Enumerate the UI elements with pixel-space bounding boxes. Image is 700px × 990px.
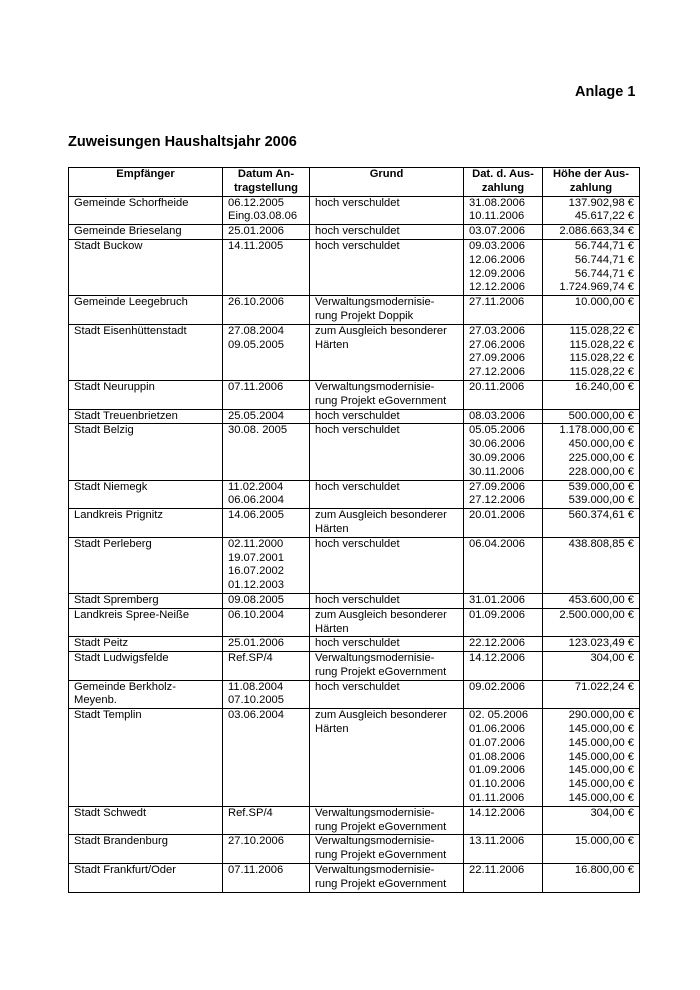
reason-cell: hoch verschuldet: [310, 637, 464, 652]
amount-cell: 438.808,85 €: [543, 537, 640, 593]
payout-date-cell: 20.11.2006: [464, 380, 543, 409]
payout-date-cell: 08.03.2006: [464, 409, 543, 424]
allocations-table: [68, 167, 640, 893]
table-row: [69, 409, 640, 424]
recipient-cell: Stadt Schwedt: [69, 806, 223, 835]
application-date-cell: 07.11.2006: [223, 864, 310, 893]
recipient-cell: Stadt Spremberg: [69, 593, 223, 608]
amount-cell: 560.374,61 €: [543, 509, 640, 538]
column-header-datum-auszahlung: Dat. d. Aus- zahlung: [464, 168, 543, 197]
payout-date-cell: 14.12.2006: [464, 652, 543, 681]
table-row: [69, 424, 640, 480]
amount-cell: 304,00 €: [543, 652, 640, 681]
amount-cell: 290.000,00 € 145.000,00 € 145.000,00 € 145.000,00 € 145.000,00 € 145.000,00 € 145.000,00 €: [543, 709, 640, 807]
annex-label: Anlage 1: [575, 84, 636, 100]
payout-date-cell: 09.02.2006: [464, 680, 543, 709]
table-row: [69, 864, 640, 893]
payout-date-cell: 03.07.2006: [464, 225, 543, 240]
reason-cell: hoch verschuldet: [310, 196, 464, 225]
recipient-cell: Gemeinde Schorfheide: [69, 196, 223, 225]
reason-cell: zum Ausgleich besonderer Härten: [310, 709, 464, 807]
application-date-cell: 06.10.2004: [223, 608, 310, 637]
recipient-cell: Landkreis Prignitz: [69, 509, 223, 538]
table-row: [69, 537, 640, 593]
table-row: [69, 380, 640, 409]
table-row: [69, 709, 640, 807]
reason-cell: hoch verschuldet: [310, 537, 464, 593]
amount-cell: 2.086.663,34 €: [543, 225, 640, 240]
recipient-cell: Stadt Belzig: [69, 424, 223, 480]
application-date-cell: 02.11.2000 19.07.2001 16.07.2002 01.12.2003: [223, 537, 310, 593]
application-date-cell: 11.02.2004 06.06.2004: [223, 480, 310, 509]
reason-cell: Verwaltungsmodernisie- rung Projekt eGovernment: [310, 380, 464, 409]
application-date-cell: 27.08.2004 09.05.2005: [223, 324, 310, 380]
payout-date-cell: 31.08.2006 10.11.2006: [464, 196, 543, 225]
payout-date-cell: 27.09.2006 27.12.2006: [464, 480, 543, 509]
table-row: [69, 239, 640, 295]
amount-cell: 539.000,00 € 539.000,00 €: [543, 480, 640, 509]
reason-cell: zum Ausgleich besonderer Härten: [310, 608, 464, 637]
amount-cell: 2.500.000,00 €: [543, 608, 640, 637]
recipient-cell: Gemeinde Leegebruch: [69, 296, 223, 325]
recipient-cell: Gemeinde Berkholz- Meyenb.: [69, 680, 223, 709]
payout-date-cell: 13.11.2006: [464, 835, 543, 864]
column-header-grund: Grund: [310, 168, 464, 197]
reason-cell: hoch verschuldet: [310, 409, 464, 424]
amount-cell: 304,00 €: [543, 806, 640, 835]
recipient-cell: Stadt Treuenbrietzen: [69, 409, 223, 424]
recipient-cell: Stadt Frankfurt/Oder: [69, 864, 223, 893]
application-date-cell: Ref.SP/4: [223, 806, 310, 835]
reason-cell: hoch verschuldet: [310, 225, 464, 240]
table-row: [69, 680, 640, 709]
amount-cell: 1.178.000,00 € 450.000,00 € 225.000,00 € 228.000,00 €: [543, 424, 640, 480]
reason-cell: Verwaltungsmodernisie- rung Projekt eGovernment: [310, 806, 464, 835]
table-body: [69, 196, 640, 892]
reason-cell: hoch verschuldet: [310, 680, 464, 709]
payout-date-cell: 22.11.2006: [464, 864, 543, 893]
application-date-cell: 14.06.2005: [223, 509, 310, 538]
amount-cell: 500.000,00 €: [543, 409, 640, 424]
table-row: [69, 608, 640, 637]
payout-date-cell: 06.04.2006: [464, 537, 543, 593]
table-row: [69, 835, 640, 864]
recipient-cell: Stadt Perleberg: [69, 537, 223, 593]
recipient-cell: Stadt Niemegk: [69, 480, 223, 509]
reason-cell: Verwaltungsmodernisie- rung Projekt eGovernment: [310, 835, 464, 864]
reason-cell: zum Ausgleich besonderer Härten: [310, 509, 464, 538]
table-header-row: [69, 168, 640, 197]
amount-cell: 115.028,22 € 115.028,22 € 115.028,22 € 115.028,22 €: [543, 324, 640, 380]
recipient-cell: Landkreis Spree-Neiße: [69, 608, 223, 637]
payout-date-cell: 05.05.2006 30.06.2006 30.09.2006 30.11.2006: [464, 424, 543, 480]
table-row: [69, 324, 640, 380]
application-date-cell: 30.08. 2005: [223, 424, 310, 480]
recipient-cell: Stadt Brandenburg: [69, 835, 223, 864]
page-title: Zuweisungen Haushaltsjahr 2006: [68, 134, 297, 150]
recipient-cell: Gemeinde Brieselang: [69, 225, 223, 240]
application-date-cell: Ref.SP/4: [223, 652, 310, 681]
recipient-cell: Stadt Eisenhüttenstadt: [69, 324, 223, 380]
application-date-cell: 25.01.2006: [223, 637, 310, 652]
table-row: [69, 480, 640, 509]
payout-date-cell: 31.01.2006: [464, 593, 543, 608]
recipient-cell: Stadt Templin: [69, 709, 223, 807]
application-date-cell: 07.11.2006: [223, 380, 310, 409]
amount-cell: 16.800,00 €: [543, 864, 640, 893]
reason-cell: Verwaltungsmodernisie- rung Projekt eGovernment: [310, 864, 464, 893]
table-row: [69, 225, 640, 240]
recipient-cell: Stadt Buckow: [69, 239, 223, 295]
amount-cell: 453.600,00 €: [543, 593, 640, 608]
reason-cell: zum Ausgleich besonderer Härten: [310, 324, 464, 380]
payout-date-cell: 22.12.2006: [464, 637, 543, 652]
table-row: [69, 637, 640, 652]
column-header-datum-antragstellung: Datum An- tragstellung: [223, 168, 310, 197]
payout-date-cell: 09.03.2006 12.06.2006 12.09.2006 12.12.2006: [464, 239, 543, 295]
payout-date-cell: 27.03.2006 27.06.2006 27.09.2006 27.12.2006: [464, 324, 543, 380]
application-date-cell: 25.05.2004: [223, 409, 310, 424]
table-row: [69, 196, 640, 225]
reason-cell: hoch verschuldet: [310, 593, 464, 608]
application-date-cell: 03.06.2004: [223, 709, 310, 807]
amount-cell: 16.240,00 €: [543, 380, 640, 409]
amount-cell: 123.023,49 €: [543, 637, 640, 652]
payout-date-cell: 27.11.2006: [464, 296, 543, 325]
amount-cell: 15.000,00 €: [543, 835, 640, 864]
column-header-hoehe-auszahlung: Höhe der Aus- zahlung: [543, 168, 640, 197]
payout-date-cell: 01.09.2006: [464, 608, 543, 637]
recipient-cell: Stadt Peitz: [69, 637, 223, 652]
reason-cell: Verwaltungsmodernisie- rung Projekt eGovernment: [310, 652, 464, 681]
reason-cell: hoch verschuldet: [310, 424, 464, 480]
amount-cell: 56.744,71 € 56.744,71 € 56.744,71 € 1.724.969,74 €: [543, 239, 640, 295]
application-date-cell: 11.08.2004 07.10.2005: [223, 680, 310, 709]
application-date-cell: 26.10.2006: [223, 296, 310, 325]
amount-cell: 10.000,00 €: [543, 296, 640, 325]
reason-cell: Verwaltungsmodernisie- rung Projekt Doppik: [310, 296, 464, 325]
amount-cell: 137.902,98 € 45.617,22 €: [543, 196, 640, 225]
payout-date-cell: 20.01.2006: [464, 509, 543, 538]
recipient-cell: Stadt Neuruppin: [69, 380, 223, 409]
payout-date-cell: 02. 05.2006 01.06.2006 01.07.2006 01.08.2006 01.09.2006 01.10.2006 01.11.2006: [464, 709, 543, 807]
application-date-cell: 27.10.2006: [223, 835, 310, 864]
payout-date-cell: 14.12.2006: [464, 806, 543, 835]
application-date-cell: 14.11.2005: [223, 239, 310, 295]
amount-cell: 71.022,24 €: [543, 680, 640, 709]
recipient-cell: Stadt Ludwigsfelde: [69, 652, 223, 681]
column-header-empfaenger: Empfänger: [69, 168, 223, 197]
application-date-cell: 06.12.2005 Eing.03.08.06: [223, 196, 310, 225]
table-row: [69, 509, 640, 538]
table-row: [69, 593, 640, 608]
application-date-cell: 25.01.2006: [223, 225, 310, 240]
application-date-cell: 09.08.2005: [223, 593, 310, 608]
reason-cell: hoch verschuldet: [310, 239, 464, 295]
table-row: [69, 652, 640, 681]
reason-cell: hoch verschuldet: [310, 480, 464, 509]
table-row: [69, 806, 640, 835]
table-row: [69, 296, 640, 325]
